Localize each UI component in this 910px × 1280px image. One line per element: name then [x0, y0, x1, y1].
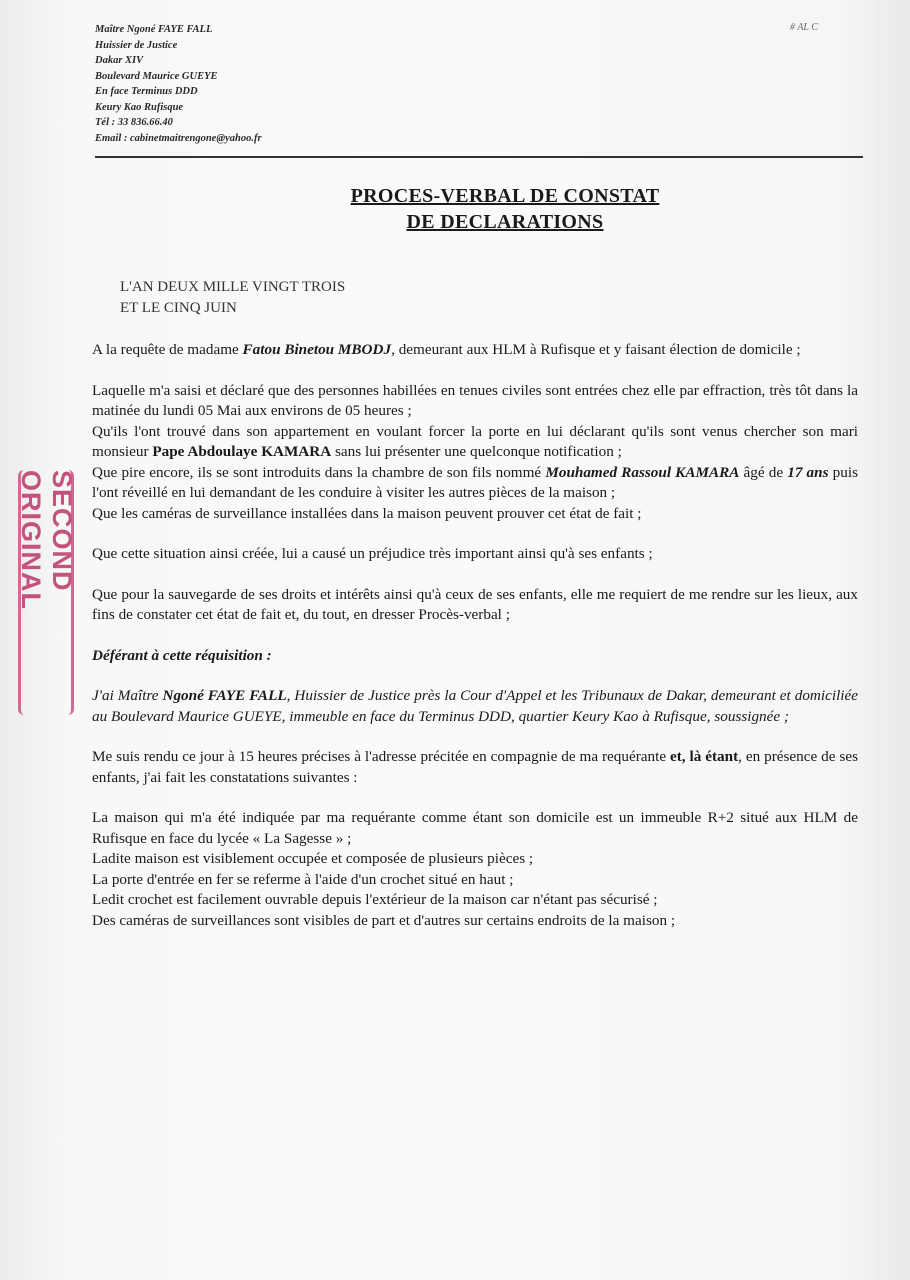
- letterhead-line: Dakar XIV: [95, 55, 144, 66]
- document-title: [0, 183, 910, 235]
- letterhead-line: Maître Ngoné FAYE FALL: [95, 24, 213, 35]
- requester-name: Fatou Binetou MBODJ: [242, 341, 392, 358]
- letterhead-line: Boulevard Maurice GUEYE: [95, 70, 218, 82]
- letterhead-line: Keury Kao Rufisque: [95, 101, 184, 113]
- bailiff-letterhead: [95, 22, 262, 146]
- paragraph-requisition: Que pour la sauvegarde de ses droits et intérêts ainsi qu'à ceux de ses enfants, elle me requiert de me rendre sur les lieux, aux fins de constater cet état de fait et, du tout, en dresser Procès-verbal ;: [92, 585, 858, 623]
- son-name: Mouhamed Rassoul KAMARA: [545, 463, 740, 481]
- letterhead-line: Huissier de Justice: [95, 39, 178, 51]
- second-original-stamp: [16, 470, 77, 715]
- son-age: 17 ans: [787, 463, 829, 481]
- husband-name: Pape Abdoulaye KAMARA: [152, 443, 332, 460]
- paragraph-son-room: Que pire encore, ils se sont introduits dans la chambre de son fils nommé Mouhamed Rassoul KAMARA âgé de 17 ans puis l'ont réveillé en lui demandant de les conduire à visiter les autres pièces de la maison ;: [92, 463, 858, 501]
- finding-occupied: Ladite maison est visiblement occupée et composée de plusieurs pièces ;: [92, 850, 534, 867]
- paragraph-visit: Me suis rendu ce jour à 15 heures précises à l'adresse précitée en compagnie de ma requérante et, là étant, en présence de ses enfants, j'ai fait les constatations suivantes :: [92, 748, 858, 786]
- finding-door: La porte d'entrée en fer se referme à l'aide d'un crochet situé en haut ;: [92, 870, 514, 888]
- document-reference: # AL C: [790, 22, 818, 33]
- paragraph-deferring: Déférant à cette réquisition :: [92, 646, 272, 664]
- letterhead-line: Email : cabinetmaitrengone@yahoo.fr: [95, 132, 262, 144]
- finding-cameras: Des caméras de surveillances sont visibles de part et d'autres sur certains endroits de la maison ;: [92, 911, 676, 929]
- date-line-2: ET LE CINQ JUIN: [120, 300, 237, 316]
- document-body: [92, 340, 858, 931]
- finding-hook: Ledit crochet est facilement ouvrable depuis l'extérieur de la maison car n'étant pas sécurisé ;: [92, 891, 658, 908]
- paragraph-request: A la requête de madame Fatou Binetou MBODJ, demeurant aux HLM à Rufisque et y faisant élection de domicile ;: [92, 341, 801, 358]
- bailiff-name: Ngoné FAYE FALL: [162, 687, 287, 704]
- title-line-1: PROCES-VERBAL DE CONSTAT: [350, 185, 660, 207]
- title-line-2: DE DECLARATIONS: [406, 211, 604, 233]
- letterhead-line: Tél : 33 836.66.40: [95, 117, 173, 128]
- date-line-1: L'AN DEUX MILLE VINGT TROIS: [120, 279, 346, 295]
- paragraph-apartment: Qu'ils l'ont trouvé dans son appartement en voulant forcer la porte en lui déclarant qu'ils sont venus chercher son mari monsieur Pape Abdoulaye KAMARA sans lui présenter une quelconque notification ;: [92, 422, 858, 460]
- document-date: [120, 277, 345, 319]
- paragraph-bailiff-identity: J'ai Maître Ngoné FAYE FALL, Huissier de Justice près la Cour d'Appel et les Tribunaux de Dakar, demeurant et domiciliée au Boulevard Maurice GUEYE, immeuble en face du Terminus DDD, quartier Keury Kao à Rufisque, soussignée ;: [92, 687, 858, 725]
- letterhead-line: En face Terminus DDD: [95, 86, 198, 97]
- finding-house: La maison qui m'a été indiquée par ma requérante comme étant son domicile est un immeuble R+2 situé aux HLM de Rufisque en face du lycée « La Sagesse » ;: [92, 809, 858, 847]
- paragraph-prejudice: Que cette situation ainsi créée, lui a causé un préjudice très important ainsi qu'à ses enfants ;: [92, 545, 653, 562]
- header-divider: [95, 156, 863, 158]
- stamp-text: SECOND ORIGINAL: [16, 470, 77, 610]
- paragraph-declaration: Laquelle m'a saisi et déclaré que des personnes habillées en tenues civiles sont entrées chez elle par effraction, très tôt dans la matinée du lundi 05 Mai aux environs de 05 heures ;: [92, 381, 858, 419]
- paragraph-cameras: Que les caméras de surveillance installées dans la maison peuvent prouver cet état de fait ;: [92, 504, 642, 522]
